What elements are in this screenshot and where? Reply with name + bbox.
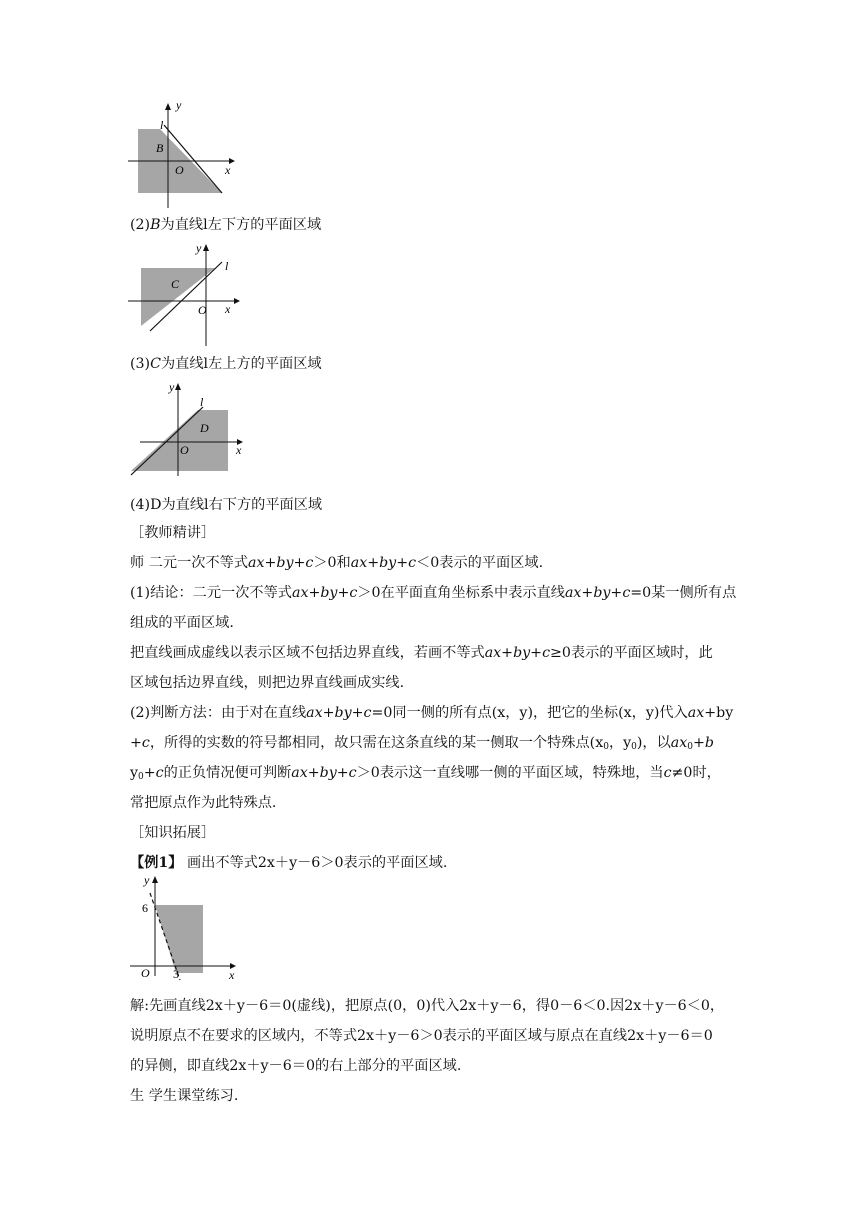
dashed-note-line-2: 区域包括边界直线，则把边界直线画成实线. (130, 675, 405, 691)
x-tick-label: 3 (173, 967, 179, 981)
method-line-1: (2)判断方法：由于对在直线ax+by+c=0同一侧的所有点(x，y)，把它的坐标(x，y)代入ax+by (130, 705, 734, 721)
conclusion-line-2: 组成的平面区域. (130, 615, 234, 631)
conclusion-line-1: (1)结论：二元一次不等式ax+by+c＞0在平面直角坐标系中表示直线ax+by+c=0某一侧所有点 (130, 585, 737, 601)
line-label: l (225, 259, 229, 273)
caption-c: (3)C为直线l左上方的平面区域 (130, 356, 322, 372)
y-label: y (196, 241, 202, 255)
figure-example-1 (128, 873, 243, 981)
solution-line-2: 说明原点不在要求的区域内，不等式2x＋y－6＞0表示的平面区域与原点在直线2x＋y－6＝0 (130, 1028, 713, 1044)
section-heading-teacher: ［教师精讲］ (130, 525, 216, 541)
method-line-3: $y_0+c$的正负情况便可判断ax+by+c＞0表示这一直线哪一侧的平面区域，特殊地，当c≠0时， (130, 765, 721, 782)
x-label: x (236, 443, 242, 457)
y-label: y (176, 98, 182, 112)
y-label: y (169, 380, 175, 394)
example-region-shade (155, 905, 203, 973)
section-heading-extension: ［知识拓展］ (130, 825, 216, 841)
caption-b: (2)B为直线l左下方的平面区域 (130, 217, 322, 233)
method-line-2: +c，所得的实数的符号都相同，故只需在这条直线的某一侧取一个特殊点($x_0$，$y_0$)，以$ax_0+b$ (130, 735, 714, 752)
example-tag: 【例1】 (130, 855, 183, 871)
y-arrow (152, 876, 158, 883)
region-label: B (156, 141, 164, 155)
solution-line-3: 的异侧，即直线2x＋y－6＝0的右上部分的平面区域. (130, 1058, 462, 1074)
figure-region-d (128, 380, 248, 480)
origin-label: O (141, 966, 150, 980)
teacher-intro: 师 二元一次不等式ax+by+c＞0和ax+by+c＜0表示的平面区域. (130, 555, 544, 571)
method-line-4: 常把原点作为此特殊点. (130, 795, 277, 811)
x-label: x (225, 302, 231, 316)
y-arrow (165, 103, 171, 110)
y-tick-label: 6 (142, 901, 148, 915)
line-label: l (200, 395, 204, 409)
origin-label: O (180, 443, 189, 457)
region-label: D (200, 421, 209, 435)
dashed-note-line-1: 把直线画成虚线以表示区域不包括边界直线，若画不等式ax+by+c≥0表示的平面区域时，此 (130, 645, 713, 661)
caption-d: (4)D为直线l右下方的平面区域 (130, 497, 323, 513)
x-arrow (234, 298, 240, 304)
y-arrow (175, 383, 181, 390)
y-arrow (203, 244, 209, 251)
line-label: l (160, 118, 164, 132)
figure-region-c (128, 240, 243, 348)
student-practice: 生 学生课堂练习. (130, 1088, 239, 1104)
origin-label: O (198, 303, 207, 317)
region-label: C (171, 277, 180, 291)
solution-line-1: 解:先画直线2x＋y－6＝0(虚线)，把原点(0，0)代入2x＋y－6，得0－6＜0.因2x＋y－6＜0， (130, 998, 725, 1014)
x-label: x (229, 968, 235, 981)
x-label: x (225, 163, 231, 177)
origin-label: O (175, 163, 184, 177)
y-label: y (144, 873, 150, 887)
figure-region-b (128, 98, 238, 210)
example-1: 【例1】 画出不等式2x＋y－6＞0表示的平面区域. (130, 855, 448, 871)
